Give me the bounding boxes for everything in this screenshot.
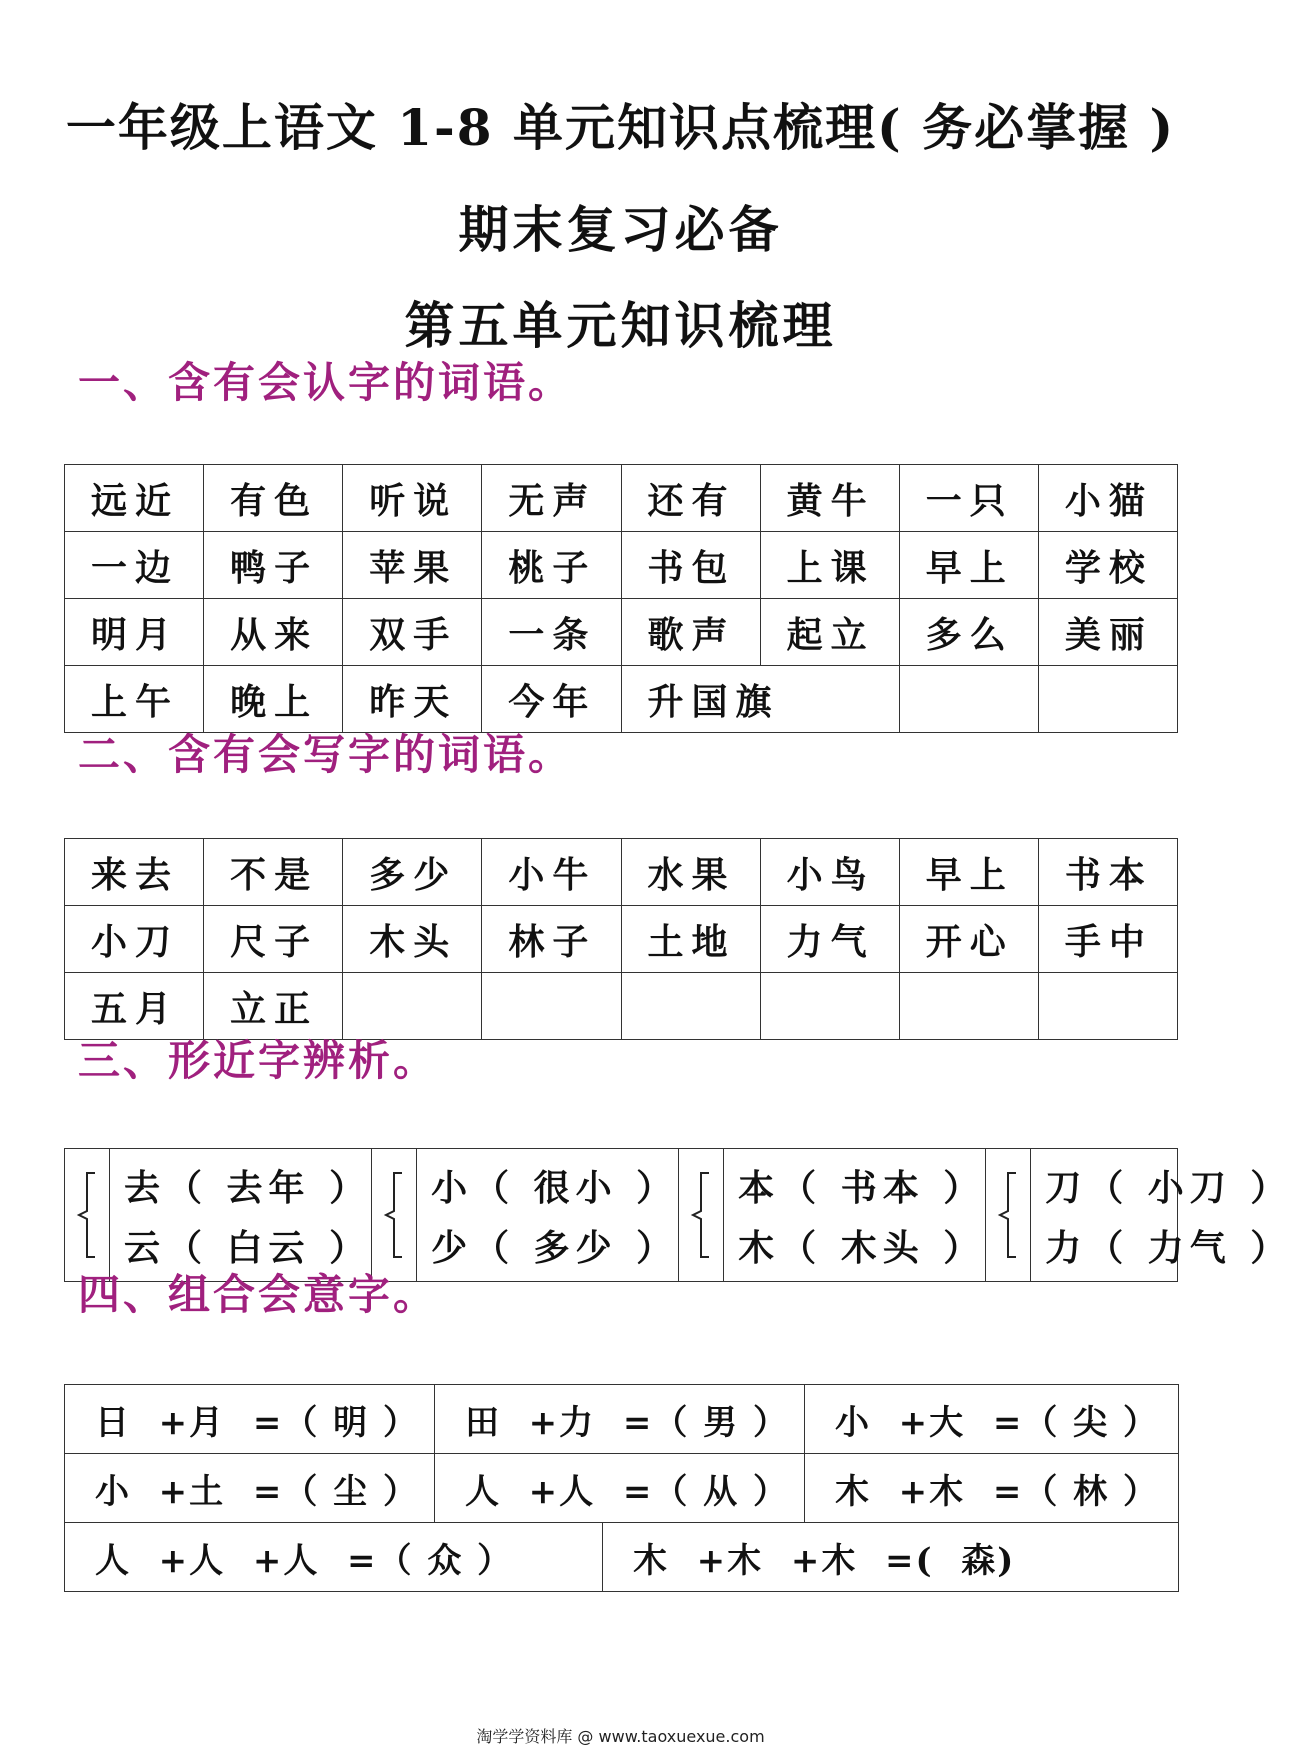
word-cell: 鸭子 [204, 532, 343, 599]
word-cell: 不是 [204, 839, 343, 906]
word-cell: 上课 [760, 532, 899, 599]
table-row [65, 465, 1178, 532]
pair-line: 少（ 多少 ） [431, 1226, 679, 1269]
formula-cell: 木 +木 =（ 林 ） [805, 1454, 1179, 1523]
formula-cell: 小 +大 =（ 尖 ） [805, 1385, 1179, 1454]
section-3-heading: 三、形近字辨析。 [78, 1036, 439, 1085]
formula-cell: 人 +人 =（ 从 ） [435, 1454, 805, 1523]
page-title: 一年级上语文 1-8 单元知识点梳理( 务必掌握 ) [65, 98, 1176, 157]
pair-line: 小（ 很小 ） [431, 1166, 679, 1209]
word-cell: 升国旗 [621, 666, 899, 733]
word-cell: 今年 [482, 666, 621, 733]
empty-cell [899, 973, 1038, 1040]
word-cell: 一边 [65, 532, 204, 599]
formula-cell: 日 +月 =（ 明 ） [65, 1385, 435, 1454]
section-1-table [64, 464, 1178, 733]
word-cell: 立正 [204, 973, 343, 1040]
word-cell: 一条 [482, 599, 621, 666]
section-4-heading: 四、组合会意字。 [78, 1270, 439, 1319]
word-cell: 歌声 [621, 599, 760, 666]
word-cell: 一只 [899, 465, 1038, 532]
word-cell: 五月 [65, 973, 204, 1040]
word-cell: 美丽 [1038, 599, 1177, 666]
word-cell: 小猫 [1038, 465, 1177, 532]
word-cell: 书包 [621, 532, 760, 599]
word-cell: 来去 [65, 839, 204, 906]
empty-cell [899, 666, 1038, 733]
word-cell: 明月 [65, 599, 204, 666]
pair-line: 木（ 木头 ） [738, 1226, 986, 1269]
pair-line: 本（ 书本 ） [738, 1166, 986, 1209]
word-cell: 晚上 [204, 666, 343, 733]
empty-cell [482, 973, 621, 1040]
word-cell: 多少 [343, 839, 482, 906]
formula-cell: 田 +力 =（ 男 ） [435, 1385, 805, 1454]
word-cell: 木头 [343, 906, 482, 973]
similar-pair [986, 1149, 1292, 1281]
pair-line: 刀（ 小刀 ） [1045, 1166, 1292, 1209]
word-cell: 多么 [899, 599, 1038, 666]
word-cell: 还有 [621, 465, 760, 532]
table-row [65, 599, 1178, 666]
pair-line: 力（ 力气 ） [1045, 1226, 1292, 1269]
empty-cell [1038, 666, 1177, 733]
word-cell: 尺子 [204, 906, 343, 973]
table-row [65, 532, 1178, 599]
word-cell: 无声 [482, 465, 621, 532]
word-cell: 苹果 [343, 532, 482, 599]
left-brace-icon [679, 1149, 724, 1281]
word-cell: 小牛 [482, 839, 621, 906]
word-cell: 书本 [1038, 839, 1177, 906]
word-cell: 双手 [343, 599, 482, 666]
word-cell: 学校 [1038, 532, 1177, 599]
section-2-heading: 二、含有会写字的词语。 [78, 730, 574, 779]
compound-characters-table [64, 1384, 1179, 1592]
word-cell: 水果 [621, 839, 760, 906]
table-row [65, 839, 1178, 906]
unit-title: 第五单元知识梳理 [404, 296, 837, 355]
section-1-heading: 一、含有会认字的词语。 [78, 358, 574, 407]
word-cell: 早上 [899, 532, 1038, 599]
word-cell: 开心 [899, 906, 1038, 973]
word-cell: 远近 [65, 465, 204, 532]
word-cell: 小刀 [65, 906, 204, 973]
empty-cell [621, 973, 760, 1040]
section-2-table [64, 838, 1178, 1040]
formula-cell: 木 +木 +木 =( 森) [603, 1523, 1179, 1592]
empty-cell [1038, 973, 1177, 1040]
formula-cell: 小 +土 =（ 尘 ） [65, 1454, 435, 1523]
table-row [65, 1385, 1179, 1454]
word-cell: 林子 [482, 906, 621, 973]
left-brace-icon [986, 1149, 1031, 1281]
empty-cell [760, 973, 899, 1040]
word-cell: 土地 [621, 906, 760, 973]
table-row [65, 906, 1178, 973]
word-cell: 上午 [65, 666, 204, 733]
table-row [65, 1454, 1179, 1523]
formula-cell: 人 +人 +人 =（ 众 ） [65, 1523, 603, 1592]
pair-line: 云（ 白云 ） [124, 1226, 372, 1269]
word-cell: 起立 [760, 599, 899, 666]
word-cell: 听说 [343, 465, 482, 532]
page-subtitle: 期末复习必备 [458, 200, 783, 259]
word-cell: 桃子 [482, 532, 621, 599]
word-cell: 昨天 [343, 666, 482, 733]
word-cell: 黄牛 [760, 465, 899, 532]
word-cell: 力气 [760, 906, 899, 973]
word-cell: 早上 [899, 839, 1038, 906]
pair-line: 去（ 去年 ） [124, 1166, 372, 1209]
table-row [65, 1523, 1179, 1592]
similar-pair [679, 1149, 986, 1281]
word-cell: 小鸟 [760, 839, 899, 906]
word-cell: 从来 [204, 599, 343, 666]
footer-credit: 淘学学资料库 @ www.taoxuexue.com [476, 1727, 765, 1746]
word-cell: 手中 [1038, 906, 1177, 973]
word-cell: 有色 [204, 465, 343, 532]
